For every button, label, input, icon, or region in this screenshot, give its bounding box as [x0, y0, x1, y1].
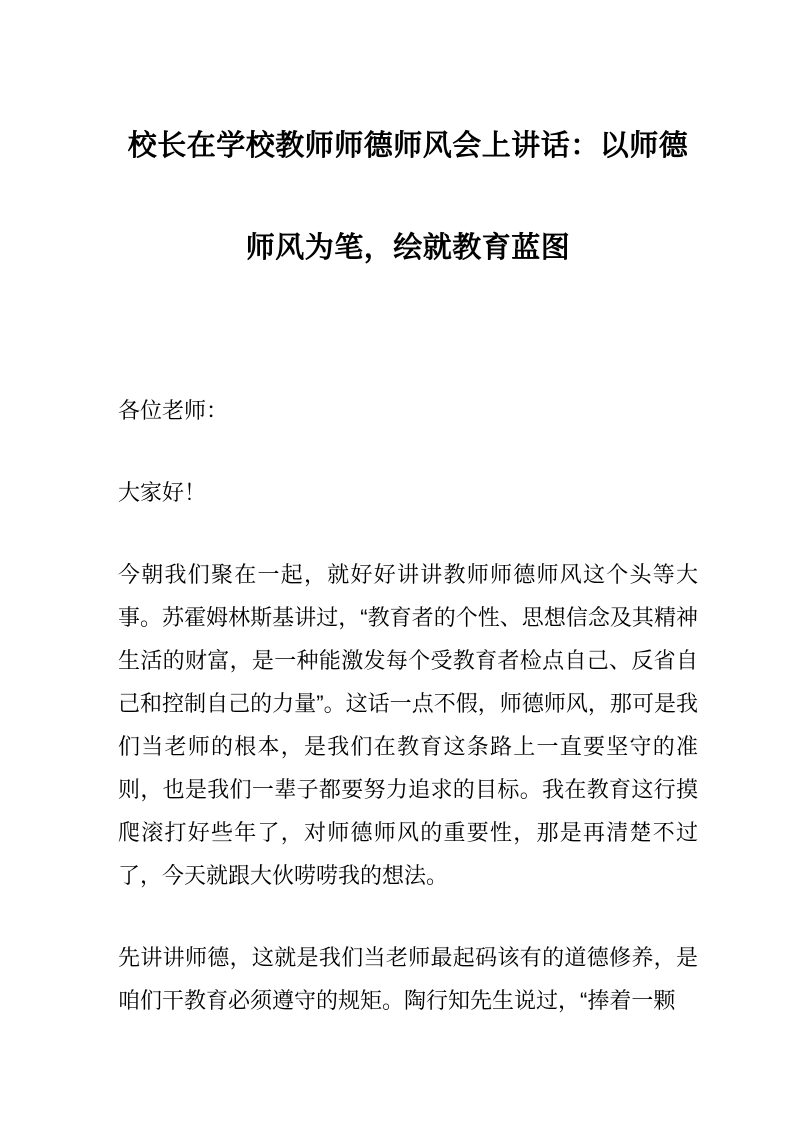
greeting-paragraph: 大家好！	[118, 480, 207, 505]
document-title	[118, 95, 698, 299]
document-title-line-1: 校长在学校教师师德师风会上讲话：以师德	[127, 130, 689, 162]
salutation-paragraph: 各位老师：	[118, 398, 229, 423]
body-paragraph-1: 今朝我们聚在一起，就好好讲讲教师师德师风这个头等大事。苏霍姆林斯基讲过，“教育者的个性、思想信念及其精神生活的财富，是一种能激发每个受教育者检点自己、反省自己和控制自己的力量”。这话一点不假，师德师风，那可是我们当老师的根本，是我们在教育这条路上一直要坚守的准则，也是我们一辈子都要努力追求的目标。我在教育这行摸爬滚打好些年了，对师德师风的重要性，那是再清楚不过了，今天就跟大伙唠唠我的想法。	[118, 562, 698, 888]
document-title-line-2: 师风为笔，绘就教育蓝图	[245, 232, 571, 264]
body-paragraph-2: 先讲讲师德，这就是我们当老师最起码该有的道德修养，是咱们干教育必须遵守的规矩。陶行知先生说过，“捧着一颗	[118, 945, 698, 1013]
